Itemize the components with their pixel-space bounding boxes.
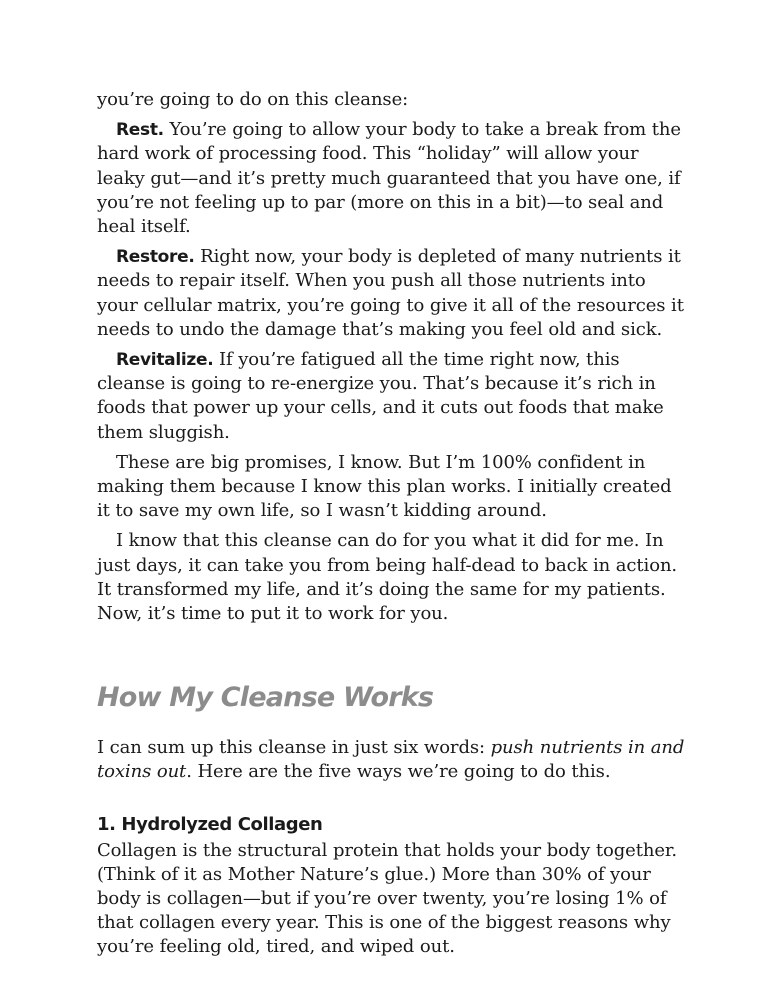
lead-revitalize: Revitalize.	[116, 350, 214, 371]
lead-rest: Rest.	[116, 120, 164, 141]
list-item-restore	[97, 245, 687, 342]
text-rest: You’re going to allow your body to take a break from the hard work of processing food. This “holiday” will allow your leaky gut—and it’s pretty much guaranteed that you have one, if you’re not feeling up to par (more on this in a bit)—to seal and heal itself.	[97, 119, 681, 238]
paragraph-sum-up	[97, 736, 687, 784]
text-revitalize: If you’re fatigued all the time right now, this cleanse is going to re-energize you. That’s because it’s rich in foods that power up your cells, and it cuts out foods that make them sluggish.	[97, 349, 664, 443]
paragraph-collagen: Collagen is the structural protein that holds your body together. (Think of it as Mother Nature’s glue.) More than 30% of your body is collagen—but if you’re over twenty, you’re losing 1% of that collagen every year. This is one of the biggest reasons why you’re feeling old, tired, and wiped out.	[97, 839, 678, 958]
paragraph-promises: These are big promises, I know. But I’m 100% confident in making them because I know this plan works. I initially created it to save my own life, so I wasn’t kidding around.	[97, 451, 672, 522]
sum-up-before: I can sum up this cleanse in just six words:	[97, 737, 491, 759]
list-item-revitalize	[97, 348, 687, 445]
text-restore: Right now, your body is depleted of many nutrients it needs to repair itself. When you push all those nutrients into your cellular matrix, you’re going to give it all of the resources it needs to undo the damage that’s making you feel old and sick.	[97, 246, 684, 340]
sum-up-emphasis: push nutrients in and toxins out	[97, 737, 685, 783]
paragraph-know: I know that this cleanse can do for you what it did for me. In just days, it can take you from being half-dead to back in action. It transformed my life, and it’s doing the same for my patients. Now, it’s time to put it to work for you.	[97, 530, 678, 625]
page-content	[97, 88, 687, 966]
sum-up-after: . Here are the five ways we’re going to do this.	[186, 761, 611, 783]
list-item-rest	[97, 118, 687, 239]
section-title: How My Cleanse Works	[97, 682, 434, 714]
lead-restore: Restore.	[116, 247, 195, 268]
subheading-collagen: 1. Hydrolyzed Collagen	[97, 813, 323, 835]
intro-line: you’re going to do on this cleanse:	[97, 89, 409, 110]
